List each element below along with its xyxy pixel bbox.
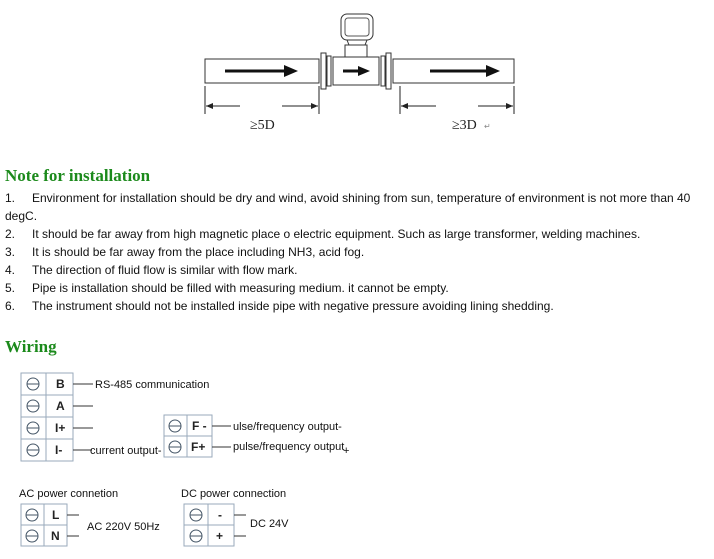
- note-item: 3. It is should be far away from the place including NH3, acid fog.: [5, 245, 365, 259]
- screw-icon: [26, 530, 38, 542]
- terminal-dc-minus: -: [218, 508, 222, 522]
- note-item: 2. It should be far away from high magnetic place o electric equipment. Such as large transformer, welding machines.: [5, 227, 641, 241]
- note-item: 6. The instrument should not be installed inside pipe with negative pressure avoiding lining shedding.: [5, 299, 554, 313]
- current-output-label: current output-: [90, 445, 162, 457]
- upstream-length-label: ≥5D: [250, 118, 275, 133]
- terminal-n: N: [51, 529, 60, 543]
- screw-icon: [27, 378, 39, 390]
- freq-plus-label: pulse/frequency output: [233, 441, 345, 453]
- terminal-b: B: [56, 377, 65, 391]
- freq-plus-suffix: +: [343, 445, 350, 457]
- terminal-f-plus: F+: [191, 440, 206, 454]
- note-item: 1. Environment for installation should be dry and wind, avoid shining from sun, temperature of environment is not more than 40: [5, 191, 691, 205]
- rs485-label: RS-485 communication: [95, 379, 210, 391]
- screw-icon: [26, 509, 38, 521]
- screw-icon: [190, 509, 202, 521]
- screw-icon: [169, 420, 181, 432]
- note-item: 5. Pipe is installation should be filled with measuring medium. it cannot be empty.: [5, 281, 449, 295]
- note-item-continuation: degC.: [5, 209, 38, 223]
- terminal-i-minus: I-: [55, 443, 63, 457]
- main-terminal-block: [21, 373, 73, 461]
- terminal-a: A: [56, 399, 65, 413]
- dc-terminal-block: [184, 504, 234, 546]
- terminal-l: L: [52, 508, 60, 522]
- freq-minus-label: ulse/frequency output-: [233, 421, 342, 433]
- screw-icon: [190, 530, 202, 542]
- note-item: 4. The direction of fluid flow is similar with flow mark.: [5, 263, 298, 277]
- wiring-heading: Wiring: [5, 337, 57, 356]
- screw-icon: [27, 422, 39, 434]
- return-mark-icon: ↵: [484, 122, 491, 131]
- installation-heading: Note for installation: [5, 166, 151, 185]
- terminal-i-plus: I+: [55, 421, 66, 435]
- screw-icon: [169, 441, 181, 453]
- dc-power-title: DC power connection: [181, 488, 287, 500]
- ac-voltage-label: AC 220V 50Hz: [87, 521, 160, 533]
- ac-terminal-block: [21, 504, 67, 546]
- dc-voltage-label: DC 24V: [250, 518, 289, 530]
- screw-icon: [27, 400, 39, 412]
- terminal-dc-plus: +: [216, 529, 224, 543]
- terminal-f-minus: F -: [192, 419, 207, 433]
- downstream-length-label: ≥3D: [452, 118, 477, 133]
- screw-icon: [27, 444, 39, 456]
- ac-power-title: AC power connetion: [19, 488, 119, 500]
- frequency-terminal-block: [164, 415, 212, 457]
